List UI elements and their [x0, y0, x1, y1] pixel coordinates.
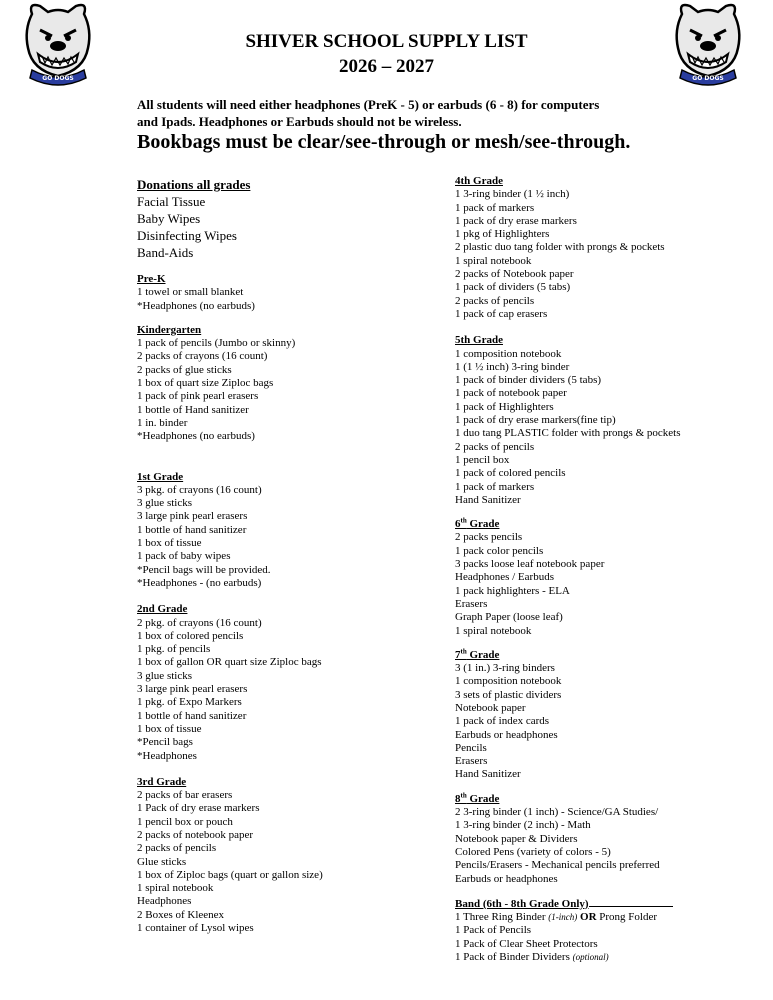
list-item: 2 packs of glue sticks	[137, 363, 232, 376]
list-item: 2 packs of pencils	[455, 440, 535, 453]
list-item: 1 Pack of Clear Sheet Protectors	[455, 937, 598, 950]
list-item: Headphones / Earbuds	[455, 571, 554, 584]
list-item: 1 pkg of Highlighters	[455, 228, 550, 241]
list-item: 1 pkg. of pencils	[137, 643, 211, 656]
list-item: 2 3-ring binder (1 inch) - Science/GA Studies/	[455, 806, 659, 819]
grade-5-section	[455, 334, 755, 507]
list-item: *Headphones (no earbuds)	[137, 299, 255, 312]
list-item: 1 3-ring binder (2 inch) - Math	[455, 819, 591, 832]
list-item: Earbuds or headphones	[455, 872, 558, 885]
list-item: 2 plastic duo tang folder with prongs & pockets	[455, 241, 665, 254]
list-item: 1 pack highlighters - ELA	[455, 584, 570, 597]
notice-line-2: and Ipads. Headphones or Earbuds should not be wireless.	[137, 114, 462, 129]
list-item: *Headphones	[137, 749, 197, 762]
section-heading: 5th Grade	[455, 334, 503, 347]
list-item: 1 box of colored pencils	[137, 629, 244, 642]
section-heading: 3rd Grade	[137, 775, 187, 788]
list-item: 1 bottle of Hand sanitizer	[137, 403, 249, 416]
heading-underline	[589, 897, 673, 907]
list-item: 1 pack of markers	[455, 201, 535, 214]
list-item: 1 spiral notebook	[455, 254, 532, 267]
list-item: 1 pack of colored pencils	[455, 467, 566, 480]
grade-8-section	[455, 793, 755, 886]
list-item: 1 Pack of dry erase markers	[137, 802, 260, 815]
list-item: 3 large pink pearl erasers	[137, 683, 248, 696]
kindergarten-section	[137, 324, 437, 444]
list-item: 3 glue sticks	[137, 669, 192, 682]
list-item: 1 pack of dividers (5 tabs)	[455, 281, 571, 294]
list-item: 1 box of tissue	[137, 537, 202, 550]
list-item: Pencils/Erasers - Mechanical pencils preferred	[455, 859, 660, 872]
list-item: 1 pack of index cards	[455, 715, 550, 728]
headphones-notice	[137, 96, 657, 130]
list-item: 1 pack of dry erase markers(fine tip)	[455, 414, 616, 427]
list-item: 1 pack of baby wipes	[137, 550, 231, 563]
list-item: 1 pack of pencils (Jumbo or skinny)	[137, 337, 296, 350]
list-item: 2 packs of crayons (16 count)	[137, 350, 268, 363]
section-heading: 8th Grade	[455, 791, 500, 805]
list-item: Disinfecting Wipes	[137, 228, 237, 243]
svg-text:GO DOGS: GO DOGS	[692, 75, 724, 82]
bookbag-notice: Bookbags must be clear/see-through or mesh/see-through.	[137, 131, 631, 153]
list-item: *Pencil bags will be provided.	[137, 563, 271, 576]
list-item: 3 sets of plastic dividers	[455, 688, 562, 701]
school-year: 2026 – 2027	[339, 56, 434, 77]
list-item: Baby Wipes	[137, 211, 201, 226]
list-item: 2 packs of bar erasers	[137, 789, 233, 802]
list-item: 2 pkg. of crayons (16 count)	[137, 616, 262, 629]
list-item: 1 Pack of Binder Dividers (optional)	[455, 951, 609, 964]
grade-4-section	[455, 175, 755, 321]
list-item: 3 glue sticks	[137, 497, 192, 510]
section-heading: Pre-K	[137, 273, 166, 285]
list-item: 3 large pink pearl erasers	[137, 510, 248, 523]
list-item: 1 pkg. of Expo Markers	[137, 696, 242, 709]
list-item: 2 Boxes of Kleenex	[137, 908, 225, 921]
list-item: 1 Pack of Pencils	[455, 924, 532, 937]
list-item: 1 pack of notebook paper	[455, 387, 567, 400]
list-item: 1 towel or small blanket	[137, 286, 244, 299]
list-item: 1 pack of pink pearl erasers	[137, 390, 259, 403]
page-title: SHIVER SCHOOL SUPPLY LIST	[245, 31, 528, 52]
list-item: 1 pencil box or pouch	[137, 815, 233, 828]
list-item: *Headphones (no earbuds)	[137, 430, 255, 443]
list-item: 2 packs of notebook paper	[137, 828, 254, 841]
list-item: 1 pack of Highlighters	[455, 400, 554, 413]
grade-6-section	[455, 518, 755, 638]
list-item: 1 spiral notebook	[455, 624, 532, 637]
list-item: 1 duo tang PLASTIC folder with prongs & pockets	[455, 427, 681, 440]
section-heading: 7th Grade	[455, 647, 500, 661]
list-item: Earbuds or headphones	[455, 728, 558, 741]
list-item: 3 packs loose leaf notebook paper	[455, 558, 605, 571]
list-item: 2 packs of pencils	[455, 294, 535, 307]
list-item: Hand Sanitizer	[455, 768, 521, 781]
list-item: *Headphones - (no earbuds)	[137, 576, 262, 589]
grade-2-section	[137, 603, 437, 763]
list-item: 1 pack of markers	[455, 480, 535, 493]
list-item: 1 Three Ring Binder (1-inch) OR Prong Folder	[455, 911, 658, 924]
list-item: 1 box of tissue	[137, 722, 202, 735]
list-item: 1 box of quart size Ziploc bags	[137, 377, 274, 390]
list-item: 1 spiral notebook	[137, 882, 214, 895]
list-item: 1 in. binder	[137, 416, 188, 429]
list-item: Graph Paper (loose leaf)	[455, 611, 563, 624]
list-item: Hand Sanitizer	[455, 493, 521, 506]
prek-section	[137, 273, 437, 313]
grade-1-section	[137, 471, 437, 591]
section-heading: 2nd Grade	[137, 603, 188, 616]
list-item: Facial Tissue	[137, 194, 206, 209]
left-column	[137, 176, 437, 935]
grade-7-section	[455, 649, 755, 782]
section-heading: Donations all grades	[137, 177, 251, 192]
list-item: 3 pkg. of crayons (16 count)	[137, 483, 262, 496]
list-item: Erasers	[455, 597, 488, 610]
list-item: 1 box of gallon OR quart size Ziploc bags	[137, 656, 322, 669]
list-item: Headphones	[137, 895, 192, 908]
list-item: 1 pack of cap erasers	[455, 307, 548, 320]
list-item: *Pencil bags	[137, 736, 193, 749]
list-item: 1 3-ring binder (1 ½ inch)	[455, 188, 570, 201]
donations-section	[137, 176, 437, 261]
svg-text:GO DOGS: GO DOGS	[42, 75, 74, 82]
list-item: Colored Pens (variety of colors - 5)	[455, 845, 611, 858]
list-item: 1 container of Lysol wipes	[137, 922, 254, 935]
section-heading: 1st Grade	[137, 470, 184, 483]
section-heading: Kindergarten	[137, 323, 202, 336]
list-item: 1 bottle of hand sanitizer	[137, 523, 247, 536]
section-heading: 6th Grade	[455, 516, 500, 531]
list-item: Glue sticks	[137, 855, 187, 868]
list-item: 1 (1 ½ inch) 3-ring binder	[455, 360, 570, 373]
list-item: 1 pencil box	[455, 453, 510, 466]
list-item: Pencils	[455, 741, 487, 754]
list-item: 1 box of Ziploc bags (quart or gallon size)	[137, 868, 323, 881]
list-item: 3 (1 in.) 3-ring binders	[455, 662, 555, 675]
list-item: 1 composition notebook	[455, 347, 562, 360]
list-item: 2 packs pencils	[455, 531, 523, 544]
band-section	[455, 897, 755, 964]
list-item: Notebook paper & Dividers	[455, 832, 578, 845]
section-heading: 4th Grade	[455, 175, 503, 187]
list-item: 1 pack of dry erase markers	[455, 214, 577, 227]
list-item: Band-Aids	[137, 245, 194, 260]
list-item: 2 packs of pencils	[137, 842, 217, 855]
list-item: Notebook paper	[455, 701, 526, 714]
notice-line-1: All students will need either headphones (PreK - 5) or earbuds (6 - 8) for computers	[137, 97, 600, 112]
list-item: 1 pack color pencils	[455, 544, 544, 557]
list-item: Erasers	[455, 755, 488, 768]
section-heading: Band (6th - 8th Grade Only)	[455, 897, 755, 911]
list-item: 1 composition notebook	[455, 675, 562, 688]
right-column	[455, 175, 755, 964]
list-item: 1 bottle of hand sanitizer	[137, 709, 247, 722]
grade-3-section	[137, 776, 437, 936]
list-item: 1 pack of binder dividers (5 tabs)	[455, 374, 602, 387]
list-item: 2 packs of Notebook paper	[455, 268, 574, 281]
